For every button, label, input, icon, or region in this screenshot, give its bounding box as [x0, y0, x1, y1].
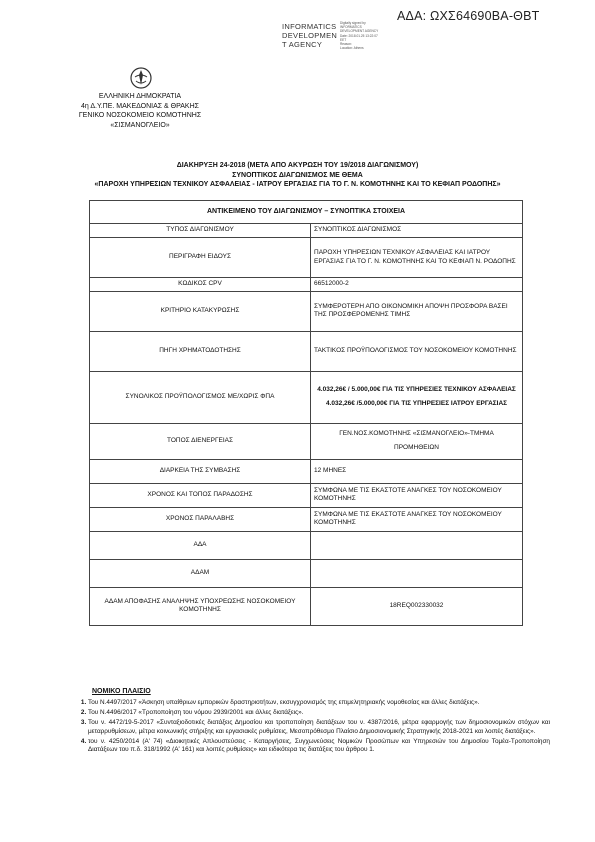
row-value: 66512000-2	[311, 278, 523, 292]
header-line: 4η Δ.Υ.ΠΕ. ΜΑΚΕΔΟΝΙΑΣ & ΘΡΑΚΗΣ	[81, 102, 199, 110]
row-value: ΣΥΜΦΕΡΟΤΕΡΗ ΑΠΟ ΟΙΚΟΝΟΜΙΚΗ ΑΠΟΨΗ ΠΡΟΣΦΟΡΑ ΒΑΣΕΙ ΤΗΣ ΠΡΟΣΦΕΡΟΜΕΝΗΣ ΤΙΜΗΣ	[311, 291, 523, 331]
list-item: 1. Του Ν.4497/2017 «Άσκηση υπαίθριων εμπορικών δραστηριοτήτων, εκσυγχρονισμός της επιμελητηριακής νομοθεσίας και άλλες διατάξεις».	[88, 699, 550, 707]
table-row	[90, 483, 523, 507]
row-value: ΠΑΡΟΧΗ ΥΠΗΡΕΣΙΩΝ ΤΕΧΝΙΚΟΥ ΑΣΦΑΛΕΙΑΣ ΚΑΙ ΙΑΤΡΟΥ ΕΡΓΑΣΙΑΣ ΓΙΑ ΤΟ Γ. Ν. ΚΟΜΟΤΗΝΗΣ ΚΑΙ ΤΟ ΚΕΦΙΑΠ Ν. ΡΟΔΟΠΗΣ	[311, 238, 523, 278]
header-line: «ΣΙΣΜΑΝΟΓΛΕΙΟ»	[110, 121, 170, 129]
greek-emblem-icon	[130, 67, 152, 89]
table-row	[90, 291, 523, 331]
signature-line: Digitally signed by	[340, 21, 366, 25]
agency-line: T AGENCY	[282, 40, 323, 49]
row-value: ΤΑΚΤΙΚΟΣ ΠΡΟΫΠΟΛΟΓΙΣΜΟΣ ΤΟΥ ΝΟΣΟΚΟΜΕΙΟΥ ΚΟΜΟΤΗΝΗΣ	[311, 331, 523, 371]
list-item: 4. του ν. 4250/2014 (Α' 74) «Διοικητικές Απλουστεύσεις - Καταργήσεις, Συγχωνεύσεις Νομικών Προσώπων και Υπηρεσιών του Δημοσίου Τομέα-Τροποποίηση Διατάξεων του π.δ. 318/1992 (Α' 161) και λοιπές ρυθμίσεις» και ειδικότερα τις διατάξεις του άρθρου 1.	[88, 738, 550, 754]
row-value: ΣΥΜΦΩΝΑ ΜΕ ΤΙΣ ΕΚΑΣΤΟΤΕ ΑΝΑΓΚΕΣ ΤΟΥ ΝΟΣΟΚΟΜΕΙΟΥ ΚΟΜΟΤΗΝΗΣ	[311, 507, 523, 531]
legal-framework-list	[60, 699, 550, 756]
row-label: ΧΡΟΝΟΣ ΚΑΙ ΤΟΠΟΣ ΠΑΡΑΔΟΣΗΣ	[90, 483, 311, 507]
table-caption: ΑΝΤΙΚΕΙΜΕΝΟ ΤΟΥ ΔΙΑΓΩΝΙΣΜΟΥ – ΣΥΝΟΠΤΙΚΑ ΣΤΟΙΧΕΙΑ	[90, 201, 523, 224]
table-caption-row	[90, 201, 523, 224]
budget-line: 4.032,26€ /5.000,00€ ΓΙΑ ΤΙΣ ΥΠΗΡΕΣΙΕΣ ΙΑΤΡΟΥ ΕΡΓΑΣΙΑΣ	[325, 400, 508, 408]
row-value: 18REQ002330032	[311, 587, 523, 625]
row-label: ΚΡΙΤΗΡΙΟ ΚΑΤΑΚΥΡΩΣΗΣ	[90, 291, 311, 331]
document-titles	[0, 161, 595, 190]
table-row	[90, 224, 523, 238]
agency-signature	[282, 22, 337, 49]
table-row	[90, 559, 523, 587]
row-value: ΣΥΝΟΠΤΙΚΟΣ ΔΙΑΓΩΝΙΣΜΟΣ	[311, 224, 523, 238]
hospital-header	[50, 92, 230, 130]
row-value-budget	[311, 371, 523, 423]
row-label: ΑΔΑΜ ΑΠΟΦΑΣΗΣ ΑΝΑΛΗΨΗΣ ΥΠΟΧΡΕΩΣΗΣ ΝΟΣΟΚΟΜΕΙΟΥ ΚΟΜΟΤΗΝΗΣ	[90, 587, 311, 625]
table-row	[90, 531, 523, 559]
agency-line: DEVELOPMEN	[282, 31, 338, 40]
table-row	[90, 507, 523, 531]
table-row	[90, 331, 523, 371]
title-line: «ΠΑΡΟΧΗ ΥΠΗΡΕΣΙΩΝ ΤΕΧΝΙΚΟΥ ΑΣΦΑΛΕΙΑΣ - ΙΑΤΡΟΥ ΕΡΓΑΣΙΑΣ ΓΙΑ ΤΟ Γ. Ν. ΚΟΜΟΤΗΝΗΣ ΚΑΙ ΤΟ ΚΕΦΙΑΠ ΡΟΔΟΠΗΣ»	[94, 181, 501, 188]
summary-table	[89, 200, 523, 626]
row-value: 12 ΜΗΝΕΣ	[311, 459, 523, 483]
row-label: ΠΗΓΗ ΧΡΗΜΑΤΟΔΟΤΗΣΗΣ	[90, 331, 311, 371]
title-line: ΣΥΝΟΠΤΙΚΟΣ ΔΙΑΓΩΝΙΣΜΟΣ ΜΕ ΘΕΜΑ	[232, 171, 363, 179]
row-label: ΤΟΠΟΣ ΔΙΕΝΕΡΓΕΙΑΣ	[90, 423, 311, 459]
row-label: ΑΔΑ	[90, 531, 311, 559]
signature-line: DEVELOPMENT AGENCY	[340, 29, 379, 34]
title-line: ΔΙΑΚΗΡΥΞΗ 24-2018 (ΜΕΤΑ ΑΠΟ ΑΚΥΡΩΣΗ ΤΟΥ 19/2018 ΔΙΑΓΩΝΙΣΜΟΥ)	[176, 162, 419, 169]
signature-line: Date: 2018.01.25 13:22:07	[340, 33, 378, 38]
row-label: ΚΩΔΙΚΟΣ CPV	[90, 278, 311, 292]
row-label: ΣΥΝΟΛΙΚΟΣ ΠΡΟΫΠΟΛΟΓΙΣΜΟΣ ΜΕ/ΧΩΡΙΣ ΦΠΑ	[90, 371, 311, 423]
row-value	[311, 531, 523, 559]
agency-line: INFORMATICS	[282, 22, 337, 31]
row-value: ΣΥΜΦΩΝΑ ΜΕ ΤΙΣ ΕΚΑΣΤΟΤΕ ΑΝΑΓΚΕΣ ΤΟΥ ΝΟΣΟΚΟΜΕΙΟΥ ΚΟΜΟΤΗΝΗΣ	[311, 483, 523, 507]
ada-code: ΑΔΑ: ΩΧΣ64690ΒΑ-ΘΒΤ	[397, 9, 540, 23]
table-row	[90, 459, 523, 483]
signature-line: Reason:	[340, 42, 352, 47]
location-line: ΓΕΝ.ΝΟΣ.ΚΟΜΟΤΗΝΗΣ «ΣΙΣΜΑΝΟΓΛΕΙΟ»-ΤΜΗΜΑ	[339, 429, 494, 437]
budget-line: 4.032,26€ / 5.000,00€ ΓΙΑ ΤΙΣ ΥΠΗΡΕΣΙΕΣ ΤΕΧΝΙΚΟΥ ΑΣΦΑΛΕΙΑΣ	[317, 385, 516, 393]
table-row	[90, 278, 523, 292]
row-label: ΧΡΟΝΟΣ ΠΑΡΑΛΑΒΗΣ	[90, 507, 311, 531]
row-label: ΠΕΡΙΓΡΑΦΗ ΕΙΔΟΥΣ	[90, 238, 311, 278]
header-line: ΕΛΛΗΝΙΚΗ ΔΗΜΟΚΡΑΤΙΑ	[98, 93, 182, 100]
table-row	[90, 238, 523, 278]
row-label: ΔΙΑΡΚΕΙΑ ΤΗΣ ΣΥΜΒΑΣΗΣ	[90, 459, 311, 483]
location-line: ΠΡΟΜΗΘΕΙΩΝ	[394, 444, 439, 452]
list-item: 3. Του ν. 4472/19-5-2017 «Συνταξιοδοτικές διατάξεις Δημοσίου και τροποποίηση διατάξεων του ν. 4387/2016, μέτρα εφαρμογής των δημοσιονομικών στόχων και μεταρρυθμίσεων, μέτρα κοινωνικής στήριξης και εργασιακές ρυθμίσεις, Μεσοπρόθεσμο Πλαίσιο Δημοσιονομικής Στρατηγικής 2018-2021 και λοιπές διατάξεις».	[88, 719, 550, 735]
signature-details	[340, 21, 378, 50]
legal-framework-title: ΝΟΜΙΚΟ ΠΛΑΙΣΙΟ	[92, 688, 151, 695]
row-value-location	[311, 423, 523, 459]
signature-line: INFORMATICS	[340, 25, 362, 30]
list-item: 2. Του Ν.4496/2017 «Τροποποίηση του νόμου 2939/2001 και άλλες διατάξεις».	[88, 709, 550, 717]
row-label: ΤΥΠΟΣ ΔΙΑΓΩΝΙΣΜΟΥ	[90, 224, 311, 238]
table-row	[90, 423, 523, 459]
row-label: ΑΔΑΜ	[90, 559, 311, 587]
signature-line: EET	[340, 37, 347, 42]
table-row	[90, 371, 523, 423]
table-row	[90, 587, 523, 625]
header-line: ΓΕΝΙΚΟ ΝΟΣΟΚΟΜΕΙΟ ΚΟΜΟΤΗΝΗΣ	[78, 112, 202, 119]
signature-line: Location: Athens	[340, 46, 364, 51]
row-value	[311, 559, 523, 587]
